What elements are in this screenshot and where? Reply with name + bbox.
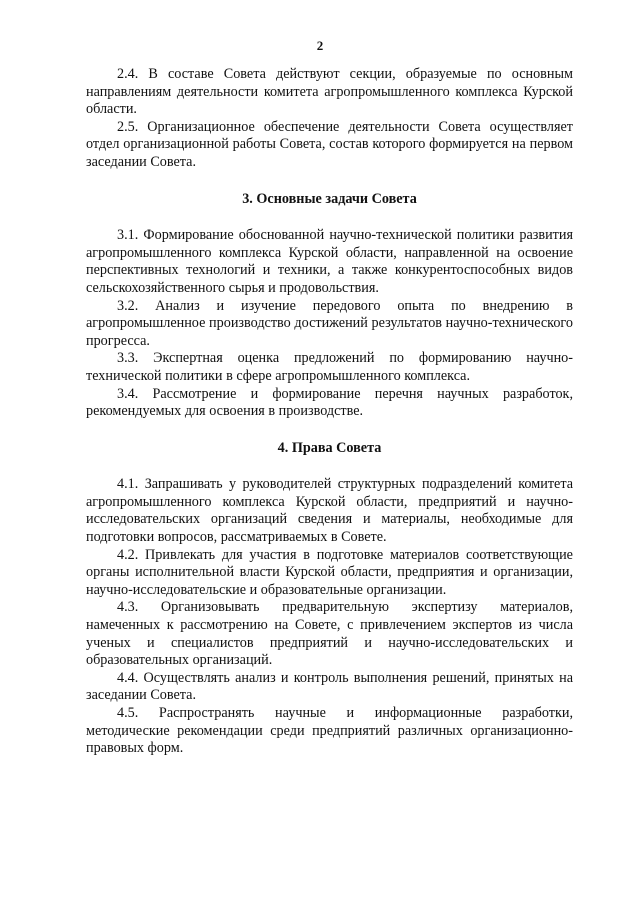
paragraph-4-3: 4.3. Организовывать предварительную экспертизу материалов, намеченных к рассмотрению на Совете, с привлечением экспертов из числа ученых и специалистов предприятий и научно-исследовательских и образовательных организаций. bbox=[86, 599, 573, 669]
paragraph-3-2: 3.2. Анализ и изучение передового опыта по внедрению в агропромышленное производство достижений результатов научно-технического прогресса. bbox=[86, 297, 573, 349]
section-4-heading: 4. Права Совета bbox=[277, 439, 382, 456]
paragraph-3-4: 3.4. Рассмотрение и формирование перечня научных разработок, рекомендуемых для освоения в производстве. bbox=[86, 385, 573, 420]
paragraph-2-5: 2.5. Организационное обеспечение деятельности Совета осуществляет отдел организационной работы Совета, состав которого формируется на первом заседании Совета. bbox=[86, 118, 573, 170]
document-body bbox=[86, 66, 573, 758]
section-3-heading: 3. Основные задачи Совета bbox=[242, 190, 417, 207]
paragraph-4-5: 4.5. Распространять научные и информационные разработки, методические рекомендации среди предприятий различных организационно-правовых форм. bbox=[86, 705, 573, 757]
paragraph-3-3: 3.3. Экспертная оценка предложений по формированию научно-технической политики в сфере агропромышленного комплекса. bbox=[86, 350, 573, 384]
paragraph-3-1: 3.1. Формирование обоснованной научно-технической политики развития агропромышленного комплекса Курской области, направленной на освоение перспективных технологий и техники, а также конкурентоспособных видов сельскохозяйственного сырья и продовольствия. bbox=[86, 227, 573, 296]
page-number: 2 bbox=[316, 38, 324, 53]
paragraph-2-4: 2.4. В составе Совета действуют секции, образуемые по основным направлениям деятельности комитета агропромышленного комплекса Курской области. bbox=[86, 66, 573, 118]
paragraph-4-4: 4.4. Осуществлять анализ и контроль выполнения решений, принятых на заседании Совета. bbox=[86, 669, 573, 704]
paragraph-4-1: 4.1. Запрашивать у руководителей структурных подразделений комитета агропромышленного комплекса Курской области, предприятий и научно-исследовательских организаций сведения и материалы, необходимые для подготовки вопросов, рассматриваемых в Совете. bbox=[86, 476, 573, 546]
paragraph-4-2: 4.2. Привлекать для участия в подготовке материалов соответствующие органы исполнительной власти Курской области, предприятия и организации, научно-исследовательские и образовательные организации. bbox=[86, 546, 573, 598]
